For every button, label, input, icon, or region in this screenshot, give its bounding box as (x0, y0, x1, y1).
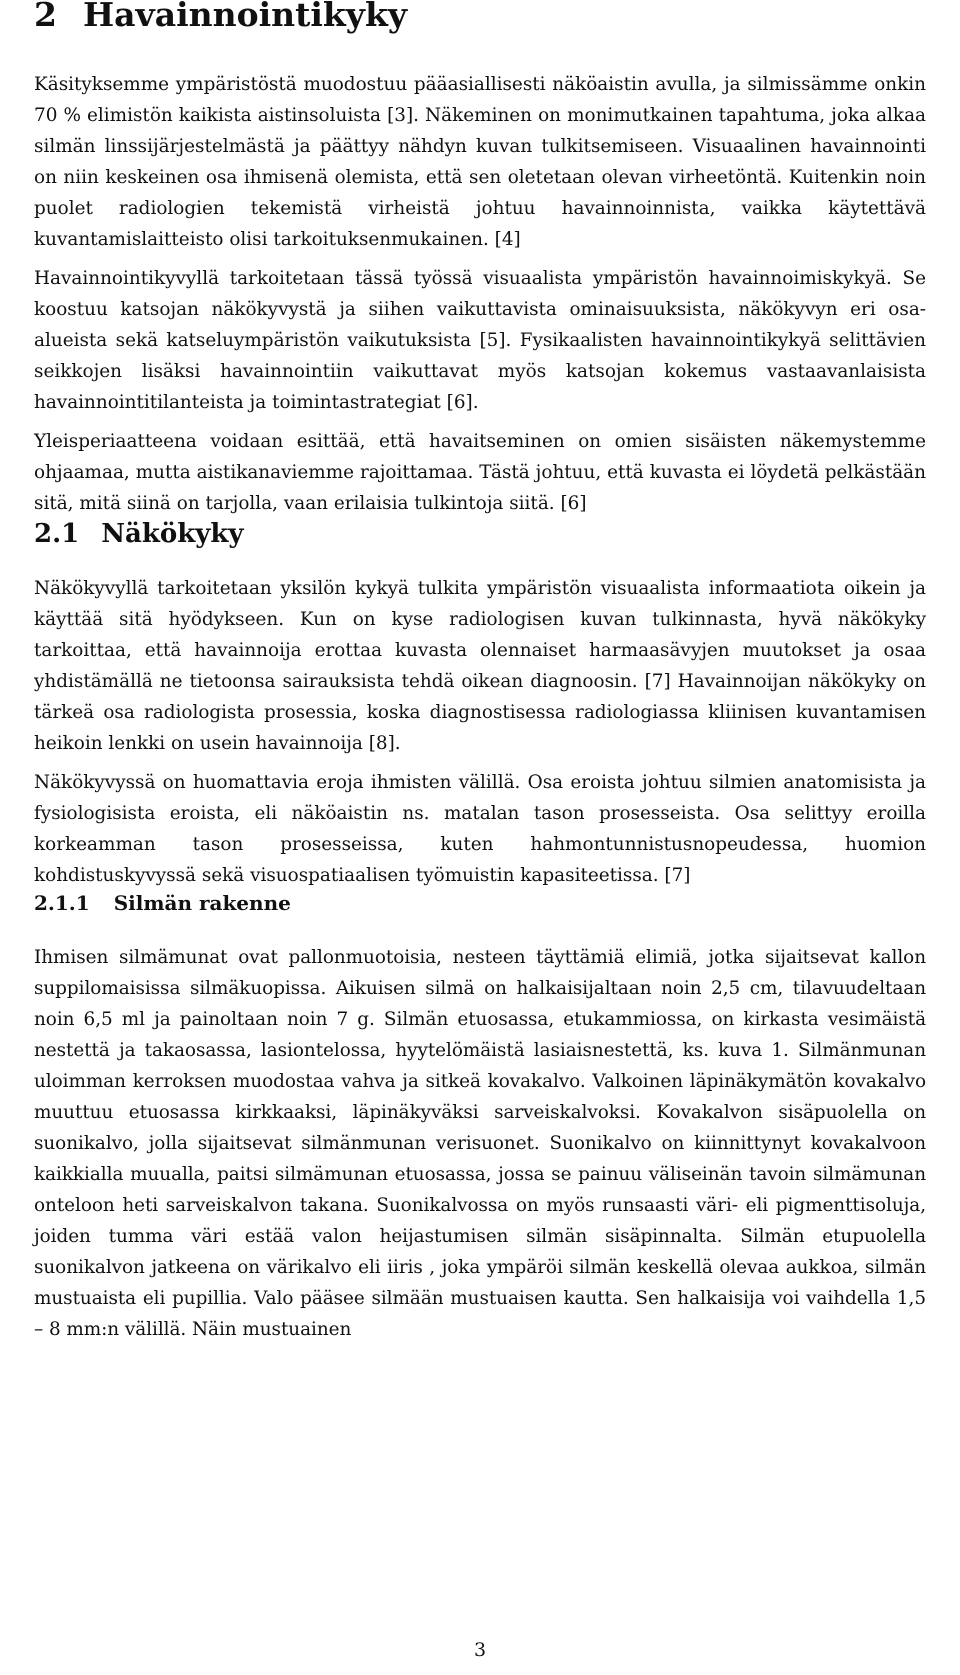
section-heading (34, 519, 926, 549)
paragraph-nakokyky: Näkökyvyllä tarkoitetaan yksilön kykyä tulkita ympäristön visuaalista informaatiota oikein ja käyttää sitä hyödykseen. Kun on kyse radiologisen kuvan tulkinnasta, hyvä näkökyky tarkoittaa, että havainnoija erottaa kuvasta olennaiset harmaasävyjen muutokset ja osaa yhdistämällä ne tietoonsa sairauksista tehdä oikean diagnoosin. [7] Havainnoijan näkökyky on tärkeä osa radiologista prosessia, koska diagnostisessa radiologiassa kliinisen kuvantamisen heikoin lenkki on usein havainnoija [8]. (34, 578, 926, 754)
subsection-heading (34, 891, 926, 915)
paragraph-nakokyvyn-erot: Näkökyvyssä on huomattavia eroja ihmisten välillä. Osa eroista johtuu silmien anatomisista ja fysiologisista eroista, eli näköaistin ns. matalan tason prosesseista. Osa selittyy eroilla korkeamman tason prosesseissa, kuten hahmontunnistusnopeudessa, huomion kohdistuskyvyssä sekä visuospatiaalisen työmuistin kapasiteetissa. [7] (34, 772, 926, 886)
chapter-number: 2 (34, 0, 57, 34)
paragraph-yleisperiaate: Yleisperiaatteena voidaan esittää, että havaitseminen on omien sisäisten näkemystemme ohjaamaa, mutta aistikanaviemme rajoittamaa. Tästä johtuu, että kuvasta ei löydetä pelkästään sitä, mitä siinä on tarjolla, vaan erilaisia tulkintoja siitä. [6] (34, 431, 926, 514)
chapter-heading (34, 0, 926, 37)
paragraph-intro: Käsityksemme ympäristöstä muodostuu pääasiallisesti näköaistin avulla, ja silmissämme onkin 70 % elimistön kaikista aistinsoluista [3]. Näkeminen on monimutkainen tapahtuma, joka alkaa silmän linssijärjestelmästä ja päättyy nähdyn kuvan tulkitsemiseen. Visuaalinen havainnointi on niin keskeinen osa ihmisenä olemista, että sen oletetaan olevan virheetöntä. Kuitenkin noin puolet radiologien tekemistä virheistä johtuu havainnoinnista, vaikka käytettävä kuvantamislaitteisto olisi tarkoituksenmukainen. [4] (34, 74, 926, 250)
section-title: Näkökyky (101, 519, 244, 549)
subsection-title: Silmän rakenne (113, 891, 291, 915)
document-page (34, 0, 926, 1345)
subsection-number: 2.1.1 (34, 891, 90, 915)
page-number: 3 (473, 1639, 487, 1661)
section-number: 2.1 (34, 519, 80, 549)
paragraph-silman-rakenne: Ihmisen silmämunat ovat pallonmuotoisia, nesteen täyttämiä elimiä, jotka sijaitsevat kallon suppilomaisissa silmäkuopissa. Aikuisen silmä on halkaisijaltaan noin 2,5 cm, tilavuudeltaan noin 6,5 ml ja painoltaan noin 7 g. Silmän etuosassa, etukammiossa, on kirkasta vesimäistä nestettä ja takaosassa, lasiontelossa, hyytelömäistä lasiaisnestettä, ks. kuva 1. Silmänmunan uloimman kerroksen muodostaa vahva ja sitkeä kovakalvo. Valkoinen läpinäkymätön kovakalvo muuttuu etuosassa kirkkaaksi, läpinäkyväksi sarveiskalvoksi. Kovakalvon sisäpuolella on suonikalvo, jolla sijaitsevat silmänmunan verisuonet. Suonikalvo on kiinnittynyt kovakalvoon kaikkialla muualla, paitsi silmämunan etuosassa, jossa se painuu väliseinän tavoin silmämunan onteloon heti sarveiskalvon takana. Suonikalvossa on myös runsaasti väri- eli pigmenttisoluja, joiden tumma väri estää valon heijastumisen silmän sisäpinnalta. Silmän etupuolella suonikalvon jatkeena on värikalvo eli iiris , joka ympäröi silmän keskellä olevaa aukkoa, silmän mustuaista eli pupillia. Valo pääsee silmään mustuaisen kautta. Sen halkaisija voi vaihdella 1,5 – 8 mm:n välillä. Näin mustuainen (34, 947, 926, 1340)
paragraph-havainnointikyky: Havainnointikyvyllä tarkoitetaan tässä työssä visuaalista ympäristön havainnoimiskykyä. Se koostuu katsojan näkökyvystä ja siihen vaikuttavista ominaisuuksista, näkökyvyn eri osa-alueista sekä katseluympäristön vaikutuksista [5]. Fysikaalisten havainnointikykyä selittävien seikkojen lisäksi havainnointiin vaikuttavat myös katsojan kokemus vastaavanlaisista havainnointitilanteista ja toimintastrategiat [6]. (34, 268, 926, 413)
chapter-title: Havainnointikyky (82, 0, 408, 34)
